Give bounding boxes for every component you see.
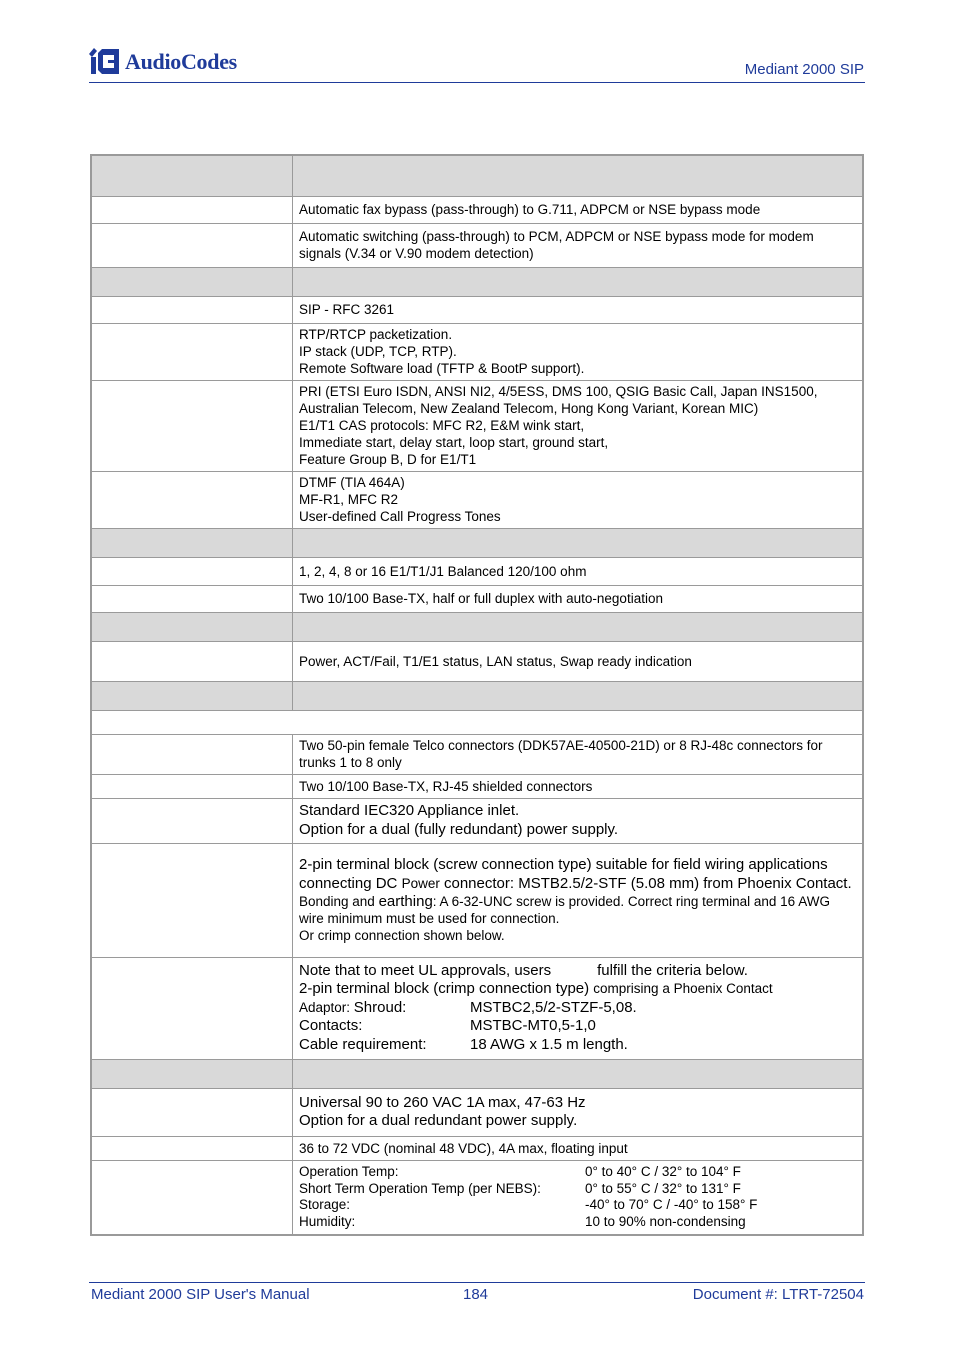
table-row xyxy=(91,1136,863,1160)
table-row xyxy=(91,734,863,774)
footer-page-number: 184 xyxy=(463,1286,489,1303)
table-row xyxy=(91,798,863,843)
footer-manual-title: Mediant 2000 SIP User's Manual xyxy=(91,1286,310,1303)
brand-name: AudioCodes xyxy=(125,49,237,74)
table-row xyxy=(91,296,863,323)
rj45-connectors-cell: Two 10/100 Base-TX, RJ-45 shielded connectors xyxy=(293,774,864,798)
ac-power-cell: Universal 90 to 260 VAC 1A max, 47-63 Hz Option for a dual redundant power supply. xyxy=(293,1088,864,1136)
section-header-row xyxy=(91,267,863,296)
section-header-row xyxy=(91,528,863,557)
header-product-name: Mediant 2000 SIP xyxy=(744,61,864,78)
table-row xyxy=(91,843,863,957)
header-divider xyxy=(89,82,865,83)
dc-power-cell: 36 to 72 VDC (nominal 48 VDC), 4A max, floating input xyxy=(293,1136,864,1160)
table-row xyxy=(91,957,863,1059)
sip-protocol-cell: SIP - RFC 3261 xyxy=(293,296,864,323)
table-row xyxy=(91,471,863,528)
table-row xyxy=(91,196,863,223)
section-header-row xyxy=(91,155,863,196)
ul-requirements-cell: Note that to meet UL approvals, users fulfill the criteria below. 2-pin terminal block (crimp connection type) comprising a Phoenix Contact Adaptor: Shroud: MSTBC2,5/2-STZF-5,08. Contacts: MSTBC-MT0,5-1,0 Cable requirement: 18 AWG x 1.5 m length. xyxy=(293,957,864,1059)
section-header-row xyxy=(91,612,863,641)
audiocodes-logo-icon xyxy=(89,48,121,76)
dtmf-cell: DTMF (TIA 464A) MF-R1, MFC R2 User-defined Call Progress Tones xyxy=(293,471,864,528)
table-row xyxy=(91,380,863,471)
section-header-row xyxy=(91,1059,863,1088)
rtp-cell: RTP/RTCP packetization. IP stack (UDP, TCP, RTP). Remote Software load (TFTP & BootP support). xyxy=(293,323,864,380)
modem-bypass-cell: Automatic switching (pass-through) to PCM, ADPCM or NSE bypass mode for modem signals (V.34 or V.90 modem detection) xyxy=(293,223,864,267)
pri-signaling-cell: PRI (ETSI Euro ISDN, ANSI NI2, 4/5ESS, DMS 100, QSIG Basic Call, Japan INS1500, Australian Telecom, New Zealand Telecom, Hong Kong Variant, Korean MIC) E1/T1 CAS protocols: MFC R2, E&M wink start, Immediate start, delay start, loop start, ground start, Feature Group B, D for E1/T1 xyxy=(293,380,864,471)
ac-inlet-cell: Standard IEC320 Appliance inlet. Option for a dual (fully redundant) power supply. xyxy=(293,798,864,843)
table-row xyxy=(91,557,863,585)
table-row xyxy=(91,585,863,612)
table-row xyxy=(91,1088,863,1136)
table-row xyxy=(91,1160,863,1235)
table-row xyxy=(91,710,863,734)
telco-connectors-cell: Two 50-pin female Telco connectors (DDK57AE-40500-21D) or 8 RJ-48c connectors for trunks 1 to 8 only xyxy=(293,734,864,774)
specifications-table xyxy=(90,154,864,1236)
fax-bypass-cell: Automatic fax bypass (pass-through) to G.711, ADPCM or NSE bypass mode xyxy=(293,196,864,223)
dc-terminal-block-cell: 2-pin terminal block (screw connection type) suitable for field wiring applications connecting DC Power connector: MSTB2.5/2-STF (5.08 mm) from Phoenix Contact. Bonding and earthing: A 6-32-UNC screw is provided. Correct ring terminal and 16 AWG wire minimum must be used for connection. Or crimp connection shown below. xyxy=(293,843,864,957)
environmental-cell: Operation Temp: 0° to 40° C / 32° to 104° F Short Term Operation Temp (per NEBS): 0° to 55° C / 32° to 131° F Storage: -40° to 70° C / -40° to 158° F Humidity: 10 to 90% non-condensing xyxy=(293,1160,864,1235)
footer-divider xyxy=(89,1282,865,1283)
table-row xyxy=(91,641,863,681)
footer-document-number: Document #: LTRT-72504 xyxy=(692,1286,864,1303)
table-row xyxy=(91,323,863,380)
section-header-row xyxy=(91,681,863,710)
led-indicators-cell: Power, ACT/Fail, T1/E1 status, LAN status, Swap ready indication xyxy=(293,641,864,681)
brand-logo xyxy=(89,48,237,76)
table-row xyxy=(91,774,863,798)
ethernet-interface-cell: Two 10/100 Base-TX, half or full duplex with auto-negotiation xyxy=(293,585,864,612)
page-header xyxy=(0,0,954,90)
table-row xyxy=(91,223,863,267)
trunk-interface-cell: 1, 2, 4, 8 or 16 E1/T1/J1 Balanced 120/100 ohm xyxy=(293,557,864,585)
